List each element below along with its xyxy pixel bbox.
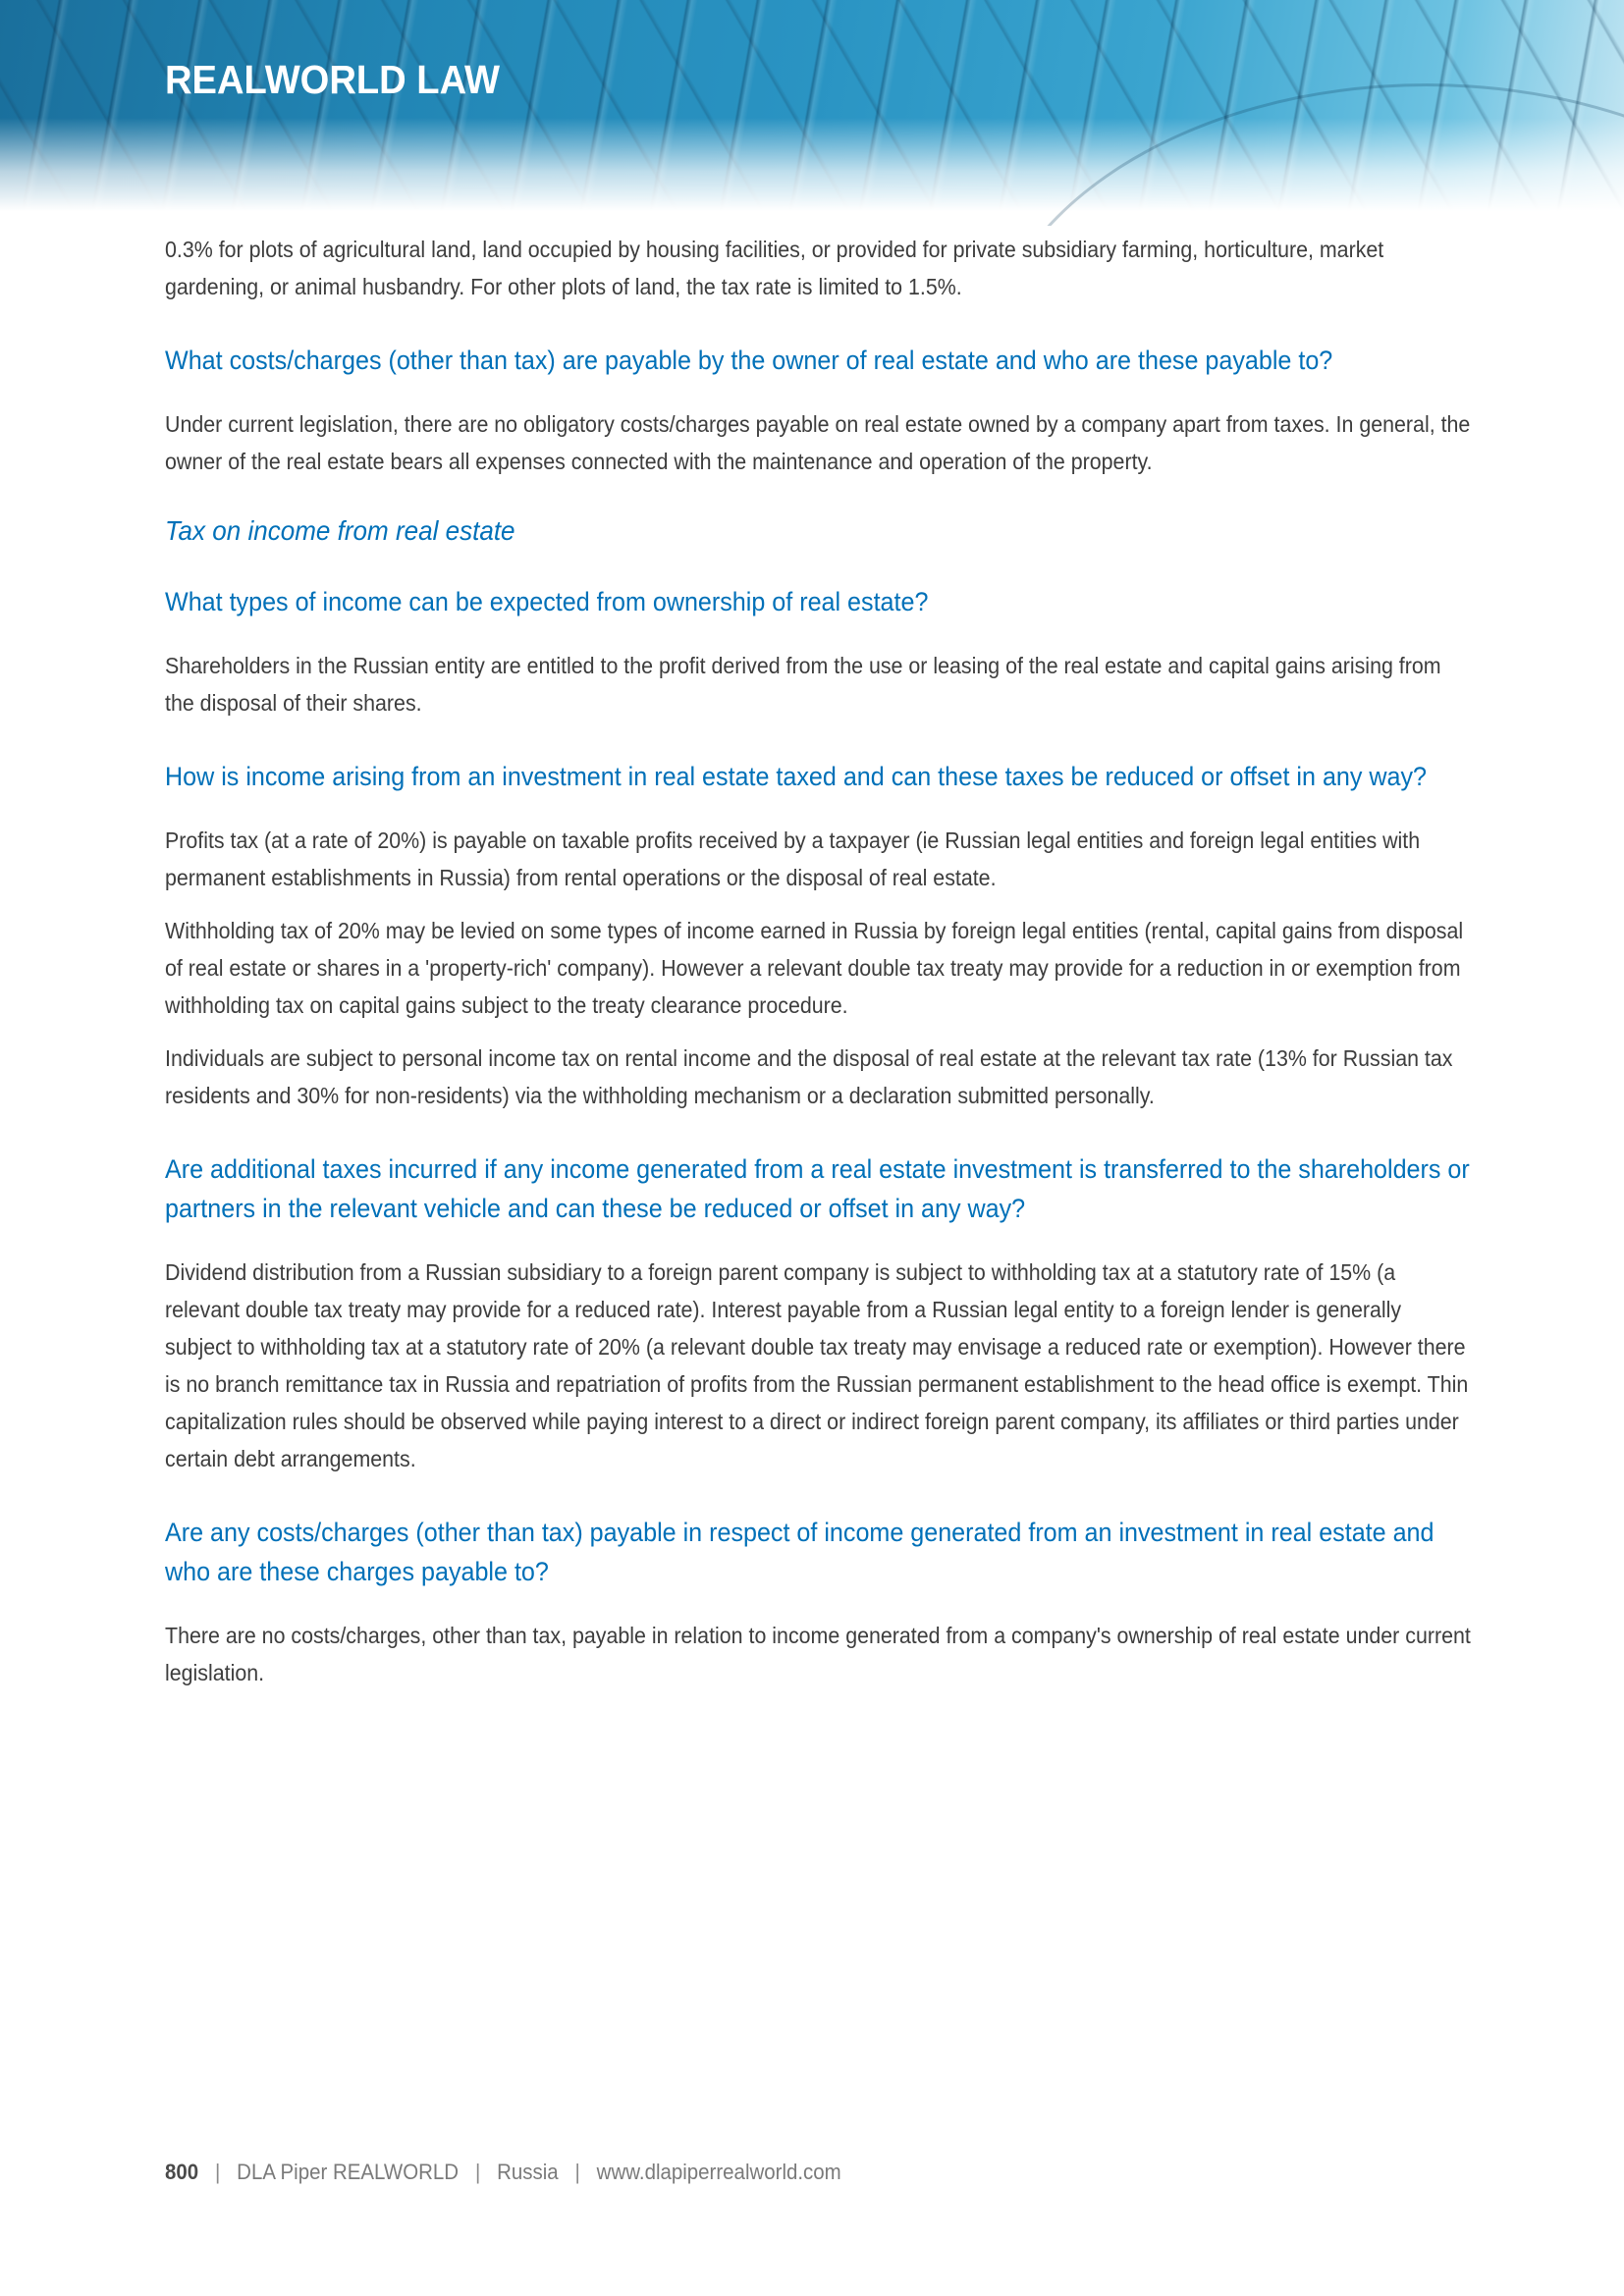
answer-owner-costs: Under current legislation, there are no obligatory costs/charges payable on real estate owned by a company apart from taxes. In general, the owner of the real estate bears all expenses connected with the maintenance and operation of the property.: [165, 411, 1471, 474]
header-banner: [0, 0, 1624, 226]
footer-separator: |: [574, 2160, 580, 2184]
page-content: [165, 231, 1471, 1691]
question-income-taxation: How is income arising from an investment in real estate taxed and can these taxes be reduced or offset in any way?: [165, 762, 1428, 791]
question-owner-costs: What costs/charges (other than tax) are payable by the owner of real estate and who are these payable to?: [165, 346, 1333, 375]
answer-withholding-tax: Withholding tax of 20% may be levied on some types of income earned in Russia by foreign legal entities (rental, capital gains from disposal of real estate or shares in a 'property-rich' company). However a relevant double tax treaty may provide for a reduction in or exemption from withholding tax on capital gains subject to the treaty clearance procedure.: [165, 918, 1464, 1018]
answer-profits-tax: Profits tax (at a rate of 20%) is payable on taxable profits received by a taxpayer (ie Russian legal entities and foreign legal entities with permanent establishments in Russia) from rental operations or the disposal of real estate.: [165, 828, 1421, 890]
intro-paragraph: 0.3% for plots of agricultural land, land occupied by housing facilities, or provided for private subsidiary farming, horticulture, market gardening, or animal husbandry. For other plots of land, the tax rate is limited to 1.5%.: [165, 237, 1384, 299]
footer-website-link[interactable]: www.dlapiperrealworld.com: [596, 2160, 841, 2184]
answer-individuals-tax: Individuals are subject to personal income tax on rental income and the disposal of real estate at the relevant tax rate (13% for Russian tax residents and 30% for non-residents) via the withholding mechanism or a declaration submitted personally.: [165, 1045, 1453, 1108]
banner-title: REALWORLD LAW: [165, 57, 501, 102]
answer-additional-taxes: Dividend distribution from a Russian subsidiary to a foreign parent company is subject to withholding tax at a statutory rate of 15% (a relevant double tax treaty may provide for a reduced rate). Interest payable from a Russian legal entity to a foreign lender is generally subject to withholding tax at a statutory rate of 20% (a relevant double tax treaty may envisage a reduced rate or exemption). However there is no branch remittance tax in Russia and repatriation of profits from the Russian permanent establishment to the head office is exempt. Thin capitalization rules should be observed while paying interest to a direct or indirect foreign parent company, its affiliates or third parties under certain debt arrangements.: [165, 1259, 1469, 1471]
banner-building-image: [982, 83, 1624, 226]
answer-income-costs: There are no costs/charges, other than tax, payable in relation to income generated from a company's ownership of real estate under current legislation.: [165, 1623, 1471, 1685]
footer-separator: |: [474, 2160, 481, 2184]
footer-country: Russia: [497, 2160, 559, 2184]
footer-publication: DLA Piper REALWORLD: [237, 2160, 460, 2184]
subheading-tax-on-income: Tax on income from real estate: [165, 515, 515, 546]
answer-income-types: Shareholders in the Russian entity are entitled to the profit derived from the use or leasing of the real estate and capital gains arising from the disposal of their shares.: [165, 653, 1441, 716]
page-number: 800: [165, 2160, 199, 2184]
footer-separator: |: [215, 2160, 221, 2184]
page-footer: [165, 2160, 841, 2185]
question-additional-taxes: Are additional taxes incurred if any income generated from a real estate investment is transferred to the shareholders or partners in the relevant vehicle and can these be reduced or offset in any way?: [165, 1154, 1470, 1223]
question-income-costs: Are any costs/charges (other than tax) payable in respect of income generated from an investment in real estate and who are these charges payable to?: [165, 1518, 1435, 1586]
question-income-types: What types of income can be expected from ownership of real estate?: [165, 587, 929, 616]
